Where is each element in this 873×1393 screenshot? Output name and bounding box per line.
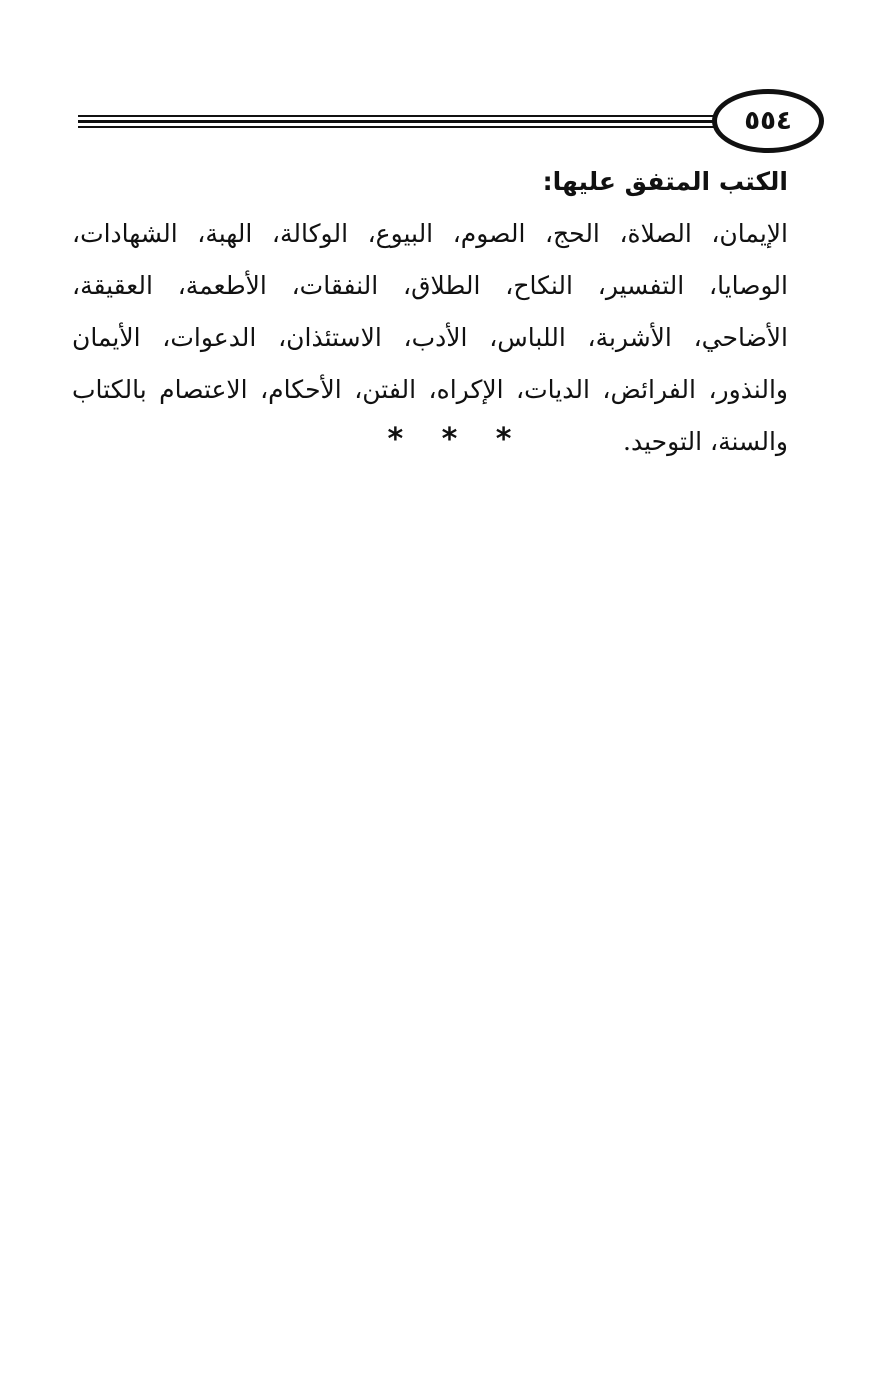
- header-line: [78, 126, 778, 128]
- section-separator: * * *: [387, 422, 526, 457]
- body-paragraph: الإيمان، الصلاة، الحج، الصوم، البيوع، الوكالة، الهبة، الشهادات، الوصايا، التفسير، النكاح، الطلاق، النفقات، الأطعمة، العقيقة، الأضاحي، الأشربة، اللباس، الأدب، الاستئذان، الدعوات، الأيمان والنذور، الفرائض، الديات، الإكراه، الفتن، الأحكام، الاعتصام بالكتاب والسنة، التوحيد.: [72, 219, 788, 456]
- header-rule: [78, 106, 792, 136]
- header-line: [78, 115, 778, 117]
- section-title: الكتب المتفق عليها:: [542, 167, 788, 196]
- page-number: ٥٥٤: [712, 89, 824, 153]
- header-line: [78, 120, 778, 123]
